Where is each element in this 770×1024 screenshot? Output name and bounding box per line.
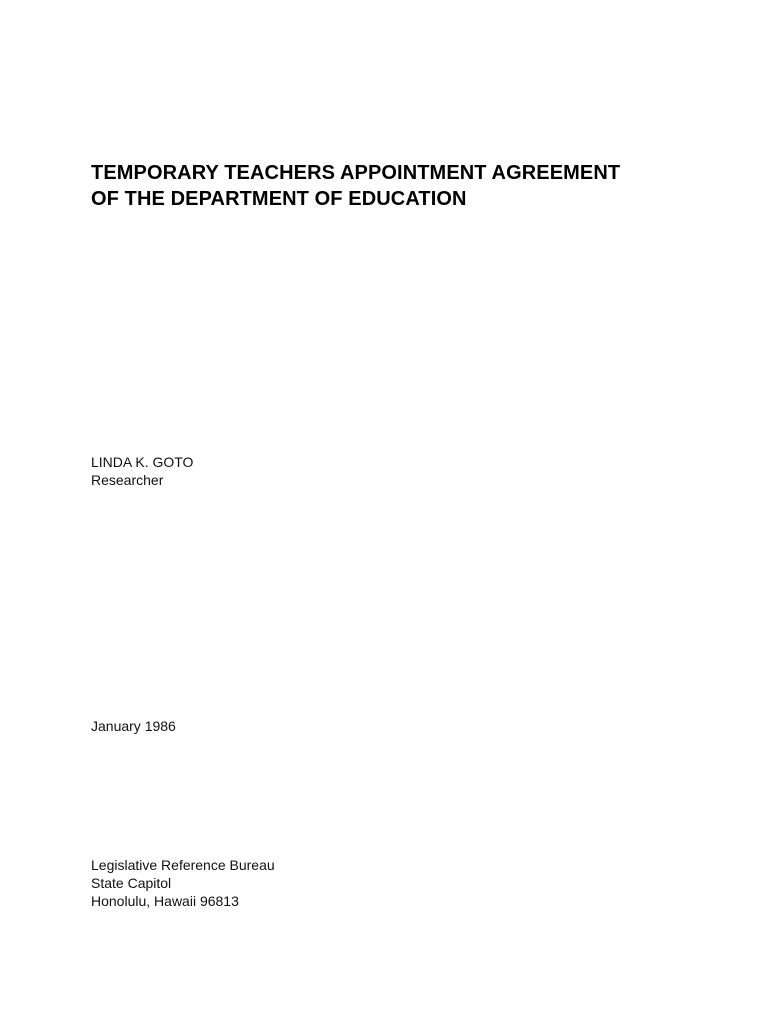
author-block bbox=[91, 453, 193, 489]
publication-date: January 1986 bbox=[91, 718, 176, 734]
publisher-address-line-2: Honolulu, Hawaii 96813 bbox=[91, 893, 239, 909]
publisher-name: Legislative Reference Bureau bbox=[91, 857, 275, 873]
publisher-address-line-1: State Capitol bbox=[91, 875, 172, 891]
title-line-2: OF THE DEPARTMENT OF EDUCATION bbox=[91, 188, 467, 210]
title-line-1: TEMPORARY TEACHERS APPOINTMENT AGREEMENT bbox=[91, 162, 621, 184]
publication-date-block bbox=[91, 717, 176, 735]
author-name: LINDA K. GOTO bbox=[91, 454, 194, 470]
document-title bbox=[91, 160, 731, 212]
publisher-block bbox=[91, 856, 275, 910]
author-role: Researcher bbox=[91, 472, 164, 488]
